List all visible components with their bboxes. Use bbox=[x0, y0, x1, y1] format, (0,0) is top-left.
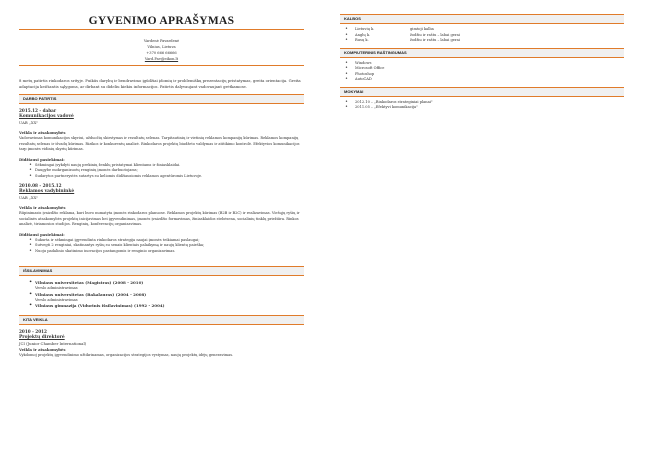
school-item: • Vilniaus universitetas (Bakalauras) (2004 - 2008) bbox=[35, 292, 304, 298]
other-section-header bbox=[19, 315, 304, 325]
list-item: • Sutvegti 2 renginiai, skatinantys ryšių su senais klientais palaikymą ir naujų klientų paieška; bbox=[35, 243, 304, 249]
list-item: • AutoCAD bbox=[355, 77, 624, 83]
cv-left-column bbox=[19, 14, 304, 359]
achievements-header: Didžiausi pasiekimai: bbox=[19, 156, 65, 162]
list-item: • Nuoju padalinio skatinimo inovacijos pastangomis ir renginio organizavimas. bbox=[35, 249, 304, 255]
person-phone: +370 666 66666 bbox=[146, 51, 177, 55]
experience-section-header bbox=[19, 94, 304, 104]
achievements-list bbox=[35, 238, 304, 255]
cv-title: GYVENIMO APRAŠYMAS bbox=[88, 15, 235, 27]
school-item: • Vilniaus gimnazija (Vidurinis išsilavinimas) (1992 - 2004) bbox=[35, 303, 304, 309]
school-item: • Vilniaus universitetas (Magistras) (2008 - 2010) bbox=[35, 280, 304, 286]
computer-section-header bbox=[340, 48, 624, 58]
list-item: • 2011.05 – „Efektyvi komunikacija" bbox=[355, 105, 624, 111]
section-title: MOKYMAI bbox=[340, 88, 624, 96]
section-title: DARBO PATIRTIS bbox=[19, 95, 304, 103]
job-role: Reklamos vadybininkė bbox=[19, 189, 75, 194]
cv-right-column bbox=[340, 14, 624, 111]
section-title: KOMPIUTERINIS RAŠTINGUMAS bbox=[340, 49, 624, 57]
list-item: • Sukurta ir sėkmingai įgyvendinta rinkodaros strategija naujai įmonės teikiamai paslaugai; bbox=[35, 238, 304, 244]
job-role: Komunikacijos vadovė bbox=[19, 114, 74, 119]
courses-list bbox=[345, 100, 624, 111]
job-duties: Rūpinimasis įvaizdžio reklama, kuri buvo numatyta įmonės rinkodaros planuose. Reklamos projektų kūrimas (B2B ir B2C) ir realizavimas. Viešųjų ryšių ir socialinės atsakomybės projektų inicijavimas bei įgyvendinimas, įmonės įvaizdžio formavimas, žiniasklaidos stebėsena, socialinių tinklų priežiūra. Rinkos analizė, tiriamosios studijos. Renginių, konferencijų organizavimas. bbox=[19, 211, 300, 226]
language-level: gimtoji kalba bbox=[410, 27, 434, 31]
duties-header: Veikla ir atsakomybės bbox=[19, 205, 66, 210]
other-role: Projektų direktorė bbox=[19, 335, 65, 340]
list-item: • Rusų k. žodžiu ir raštu – labai gerai bbox=[345, 38, 624, 44]
list-item: • Daugybe mokrganizuotų renginių įmonės darbuotojams; bbox=[35, 168, 304, 174]
degree: Verslo administravimas bbox=[35, 297, 78, 302]
summary: 8 metų patirtis rinkodaros srityje. Puikūs darybų ir bendravimo įgūdžiai įdomių ir problemiškų prezentacijų pristatymas, greita orientacija. Greita adaptacija keičiantis sąlygoms, ar dirbant su dideliu kiekiu informacijos. Patirtis dalyvaujant vadovaujant grėtkamose. bbox=[19, 78, 301, 89]
achievements-header: Didžiausi pasiekimai: bbox=[19, 231, 65, 237]
job-entry bbox=[19, 183, 304, 254]
duties-header: Veikla ir atsakomybės bbox=[19, 130, 66, 135]
person-email[interactable]: Vard.Pav@eikon.lt bbox=[144, 57, 179, 61]
list-item: • Windows bbox=[355, 61, 624, 67]
other-duties: Vykdomoj projektų įgyvendinimo užtikrinamas, organizacijos strategijos vystymas, naujų projektų idėjų generavimas. bbox=[19, 353, 234, 357]
languages-list bbox=[345, 27, 624, 44]
achievements-list bbox=[35, 163, 304, 180]
list-item: • Photoshop bbox=[355, 72, 624, 78]
section-title: KALBOS bbox=[340, 15, 624, 23]
section-title: IŠSILAVINIMAS bbox=[19, 267, 304, 275]
list-item: • Microsoft Office bbox=[355, 66, 624, 72]
job-company: UAB „XX" bbox=[19, 120, 39, 125]
list-item: • Lietuvių k. gimtoji kalba bbox=[345, 27, 624, 33]
computer-skills-list bbox=[345, 61, 624, 83]
other-date: 2010 - 2012 bbox=[19, 329, 47, 334]
list-item: • Sudarytos partnerystės sutartys su keliomis didžiausiomis reklamos agentūromis Lietuvoje. bbox=[35, 174, 304, 180]
language-level: žodžiu ir raštu – labai gerai bbox=[410, 32, 460, 37]
job-date: 2010.08 - 2015.12 bbox=[19, 183, 62, 188]
language-name: Rusų k. bbox=[355, 38, 369, 42]
other-org: JCI (Junior Chamber International) bbox=[19, 341, 87, 346]
degree: Verslo administravimas bbox=[35, 286, 78, 290]
language-name: Lietuvių k. bbox=[355, 27, 375, 31]
job-date: 2015.12 - dabar bbox=[19, 108, 57, 113]
contact-divider bbox=[19, 65, 304, 66]
person-name: Vardenė Pavardenė bbox=[143, 39, 180, 43]
education-section-header bbox=[19, 266, 304, 276]
languages-section-header bbox=[340, 14, 624, 24]
education-list bbox=[19, 280, 304, 309]
list-item: • 2012.10 – „Rinkodaros strateginiai planai" bbox=[355, 100, 624, 106]
person-city: Vilnius, Lietuva bbox=[147, 45, 176, 49]
courses-section-header bbox=[340, 87, 624, 97]
language-name: Anglų k. bbox=[355, 32, 371, 37]
list-item: • Anglų k. žodžiu ir raštu – labai gerai bbox=[345, 33, 624, 39]
duties-header: Veikla ir atsakomybės bbox=[19, 347, 66, 352]
section-title: KITA VEIKLA bbox=[19, 316, 304, 324]
list-item: • Sėkmingai įvykdyti naujų prekinių ženklų pristatymai klientams ir žiniasklaidai. bbox=[35, 163, 304, 169]
title-underline bbox=[19, 29, 304, 30]
other-entry bbox=[19, 329, 304, 359]
job-company: UAB „XX" bbox=[19, 195, 39, 200]
job-entry bbox=[19, 108, 304, 179]
job-duties: Vadovavimas komunikacijos skyriui, užduočių skirstymas ir rezultatų selenas. Tarpitautinių ir vietinių reklamos kompanijų kūrimas. Reklamos kompanijų rezultatų selenas ir išvadų kūrimas. Rizikos ir konkurentų analizė. Rinkodaros projektų biudžeto valdymas ir atitikimo kontrolė. Efektyvios komunikacijos tarp įmonės vidinių skyrių kūrimas. bbox=[19, 136, 300, 151]
contact-block bbox=[19, 38, 304, 62]
language-level: žodžiu ir raštu – labai gerai bbox=[410, 38, 460, 42]
